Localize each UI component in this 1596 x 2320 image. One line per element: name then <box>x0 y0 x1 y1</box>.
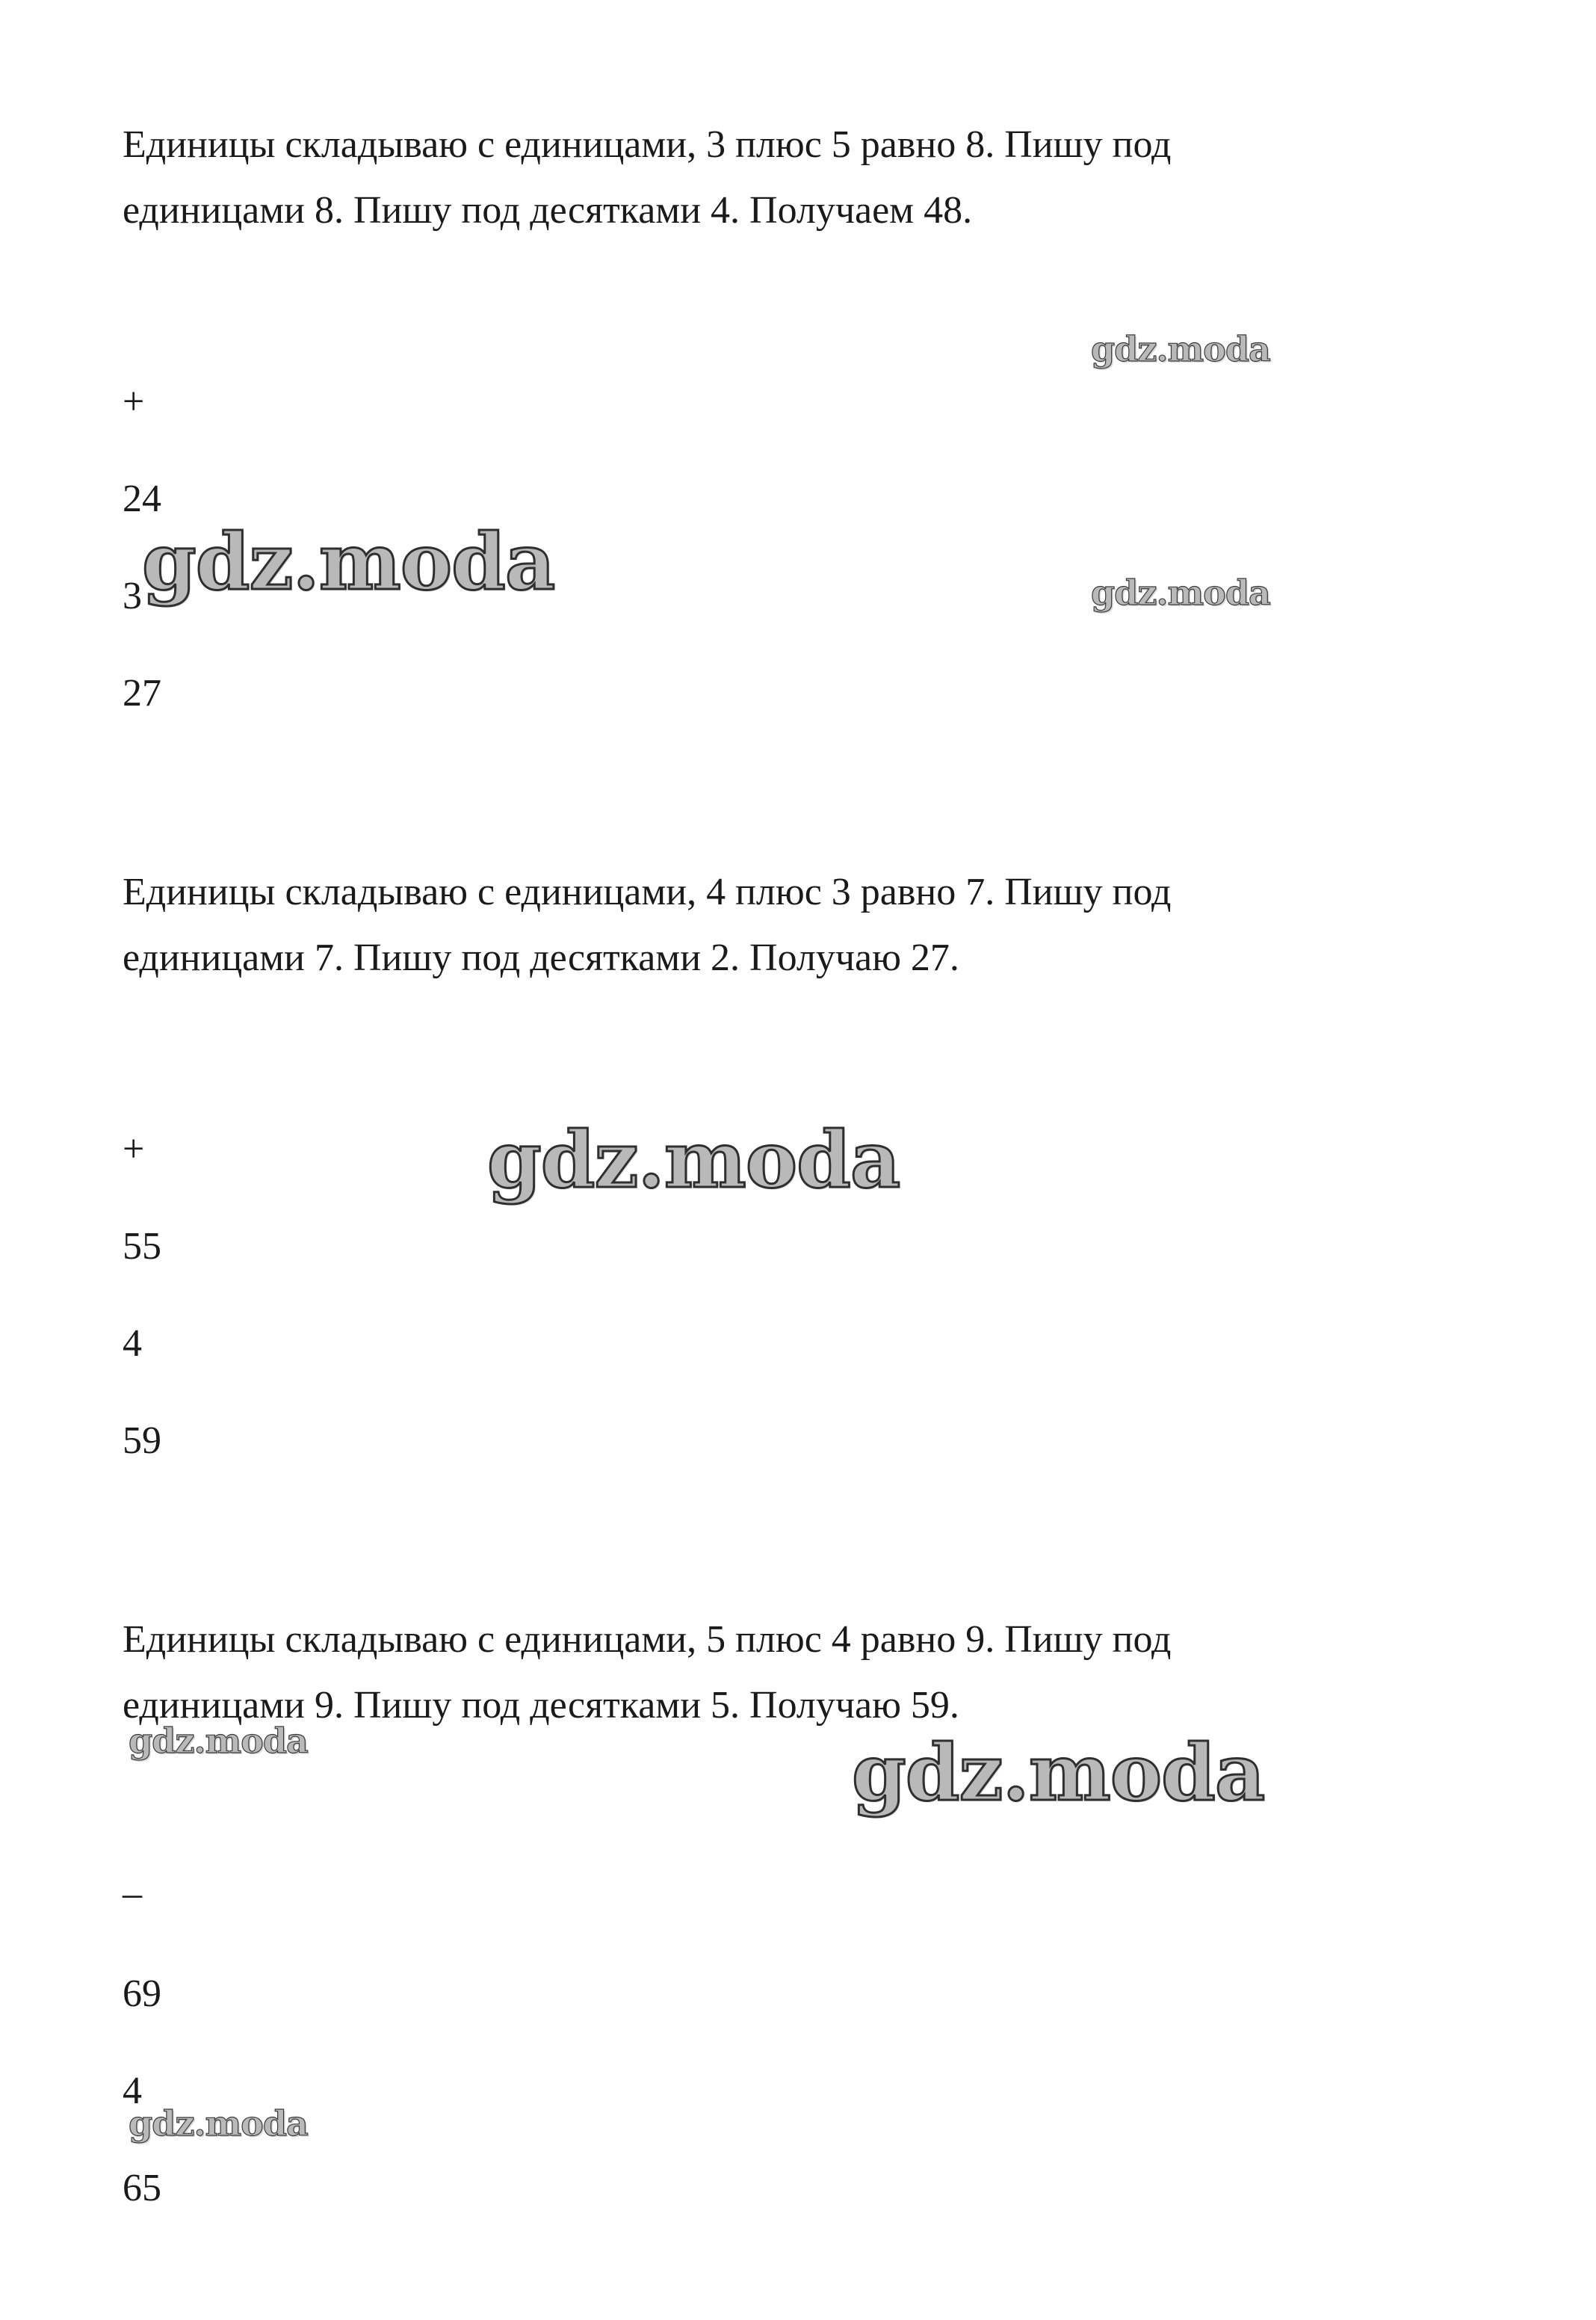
result: 65 <box>123 2167 161 2209</box>
explanation-line: единицами 7. Пишу под десятками 2. Получаю 27. <box>123 937 959 979</box>
operand-second: 3 <box>123 575 142 617</box>
operator-minus: – <box>123 1872 142 1915</box>
operand-first: 55 <box>123 1225 161 1268</box>
operand-second: 4 <box>123 1322 142 1365</box>
watermark-logo: gdz.moda <box>129 2103 308 2144</box>
watermark-logo: gdz.moda <box>142 516 555 608</box>
operand-second: 4 <box>123 2070 142 2112</box>
operator-plus: + <box>123 380 145 423</box>
result: 59 <box>123 1419 161 1462</box>
explanation-line: единицами 9. Пишу под десятками 5. Получаю 59. <box>123 1684 959 1727</box>
watermark-logo: gdz.moda <box>852 1727 1265 1818</box>
watermark-logo: gdz.moda <box>1091 573 1270 613</box>
watermark-logo: gdz.moda <box>1091 329 1270 369</box>
explanation-line: единицами 8. Пишу под десятками 4. Получаем 48. <box>123 189 973 232</box>
explanation-paragraph-3 <box>123 1607 1467 1739</box>
explanation-paragraph-2 <box>123 860 1467 991</box>
operator-plus: + <box>123 1128 145 1170</box>
watermark-logo: gdz.moda <box>129 1721 308 1761</box>
operand-first: 69 <box>123 1972 161 2015</box>
explanation-line: Единицы складываю с единицами, 4 плюс 3 равно 7. Пишу под <box>123 871 1172 913</box>
watermark-logo: gdz.moda <box>487 1114 900 1206</box>
operand-first: 24 <box>123 478 161 520</box>
explanation-line: Единицы складываю с единицами, 3 плюс 5 равно 8. Пишу под <box>123 123 1172 166</box>
explanation-line: Единицы складываю с единицами, 5 плюс 4 равно 9. Пишу под <box>123 1618 1172 1661</box>
result: 27 <box>123 672 161 715</box>
explanation-paragraph-1 <box>123 112 1467 244</box>
